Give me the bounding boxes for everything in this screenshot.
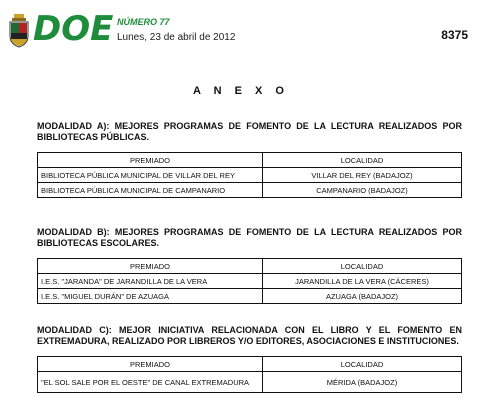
section-heading: MODALIDAD B): MEJORES PROGRAMAS DE FOMENTO DE LA LECTURA REALIZADOS POR BIBLIOTECAS ESCOLARES. (37, 227, 462, 248)
table-header-row (38, 153, 462, 168)
winner-cell: BIBLIOTECA PÚBLICA MUNICIPAL DE CAMPANARIO (38, 183, 263, 198)
winner-cell: I.E.S. "MIGUEL DURÁN" DE AZUAGA (38, 289, 263, 304)
issue-number: NÚMERO 77 (117, 17, 170, 27)
section-modalidad-b (37, 227, 462, 304)
winner-cell: BIBLIOTECA PÚBLICA MUNICIPAL DE VILLAR DEL REY (38, 168, 263, 183)
awards-table (37, 258, 462, 304)
location-cell: MÉRIDA (BADAJOZ) (263, 372, 462, 393)
table-row (38, 168, 462, 183)
annex-title: A N E X O (193, 85, 289, 97)
table-header-row (38, 357, 462, 372)
page-number: 8375 (441, 28, 468, 42)
coat-of-arms-icon (8, 14, 30, 48)
section-modalidad-c (37, 325, 462, 393)
table-row (38, 289, 462, 304)
column-header-winner: PREMIADO (38, 153, 263, 168)
column-header-winner: PREMIADO (38, 357, 263, 372)
section-heading: MODALIDAD A): MEJORES PROGRAMAS DE FOMENTO DE LA LECTURA REALIZADOS POR BIBLIOTECAS PÚBLICAS. (37, 121, 462, 142)
winner-cell: I.E.S. "JARANDA" DE JARANDILLA DE LA VERA (38, 274, 263, 289)
column-header-location: LOCALIDAD (263, 153, 462, 168)
column-header-winner: PREMIADO (38, 259, 263, 274)
table-row (38, 183, 462, 198)
column-header-location: LOCALIDAD (263, 259, 462, 274)
doe-logo: DOE (33, 9, 114, 49)
issue-date: Lunes, 23 de abril de 2012 (117, 32, 236, 43)
location-cell: JARANDILLA DE LA VERA (CÁCERES) (263, 274, 462, 289)
location-cell: VILLAR DEL REY (BADAJOZ) (263, 168, 462, 183)
table-row (38, 274, 462, 289)
column-header-location: LOCALIDAD (263, 357, 462, 372)
document-header (0, 0, 482, 60)
awards-table (37, 356, 462, 393)
winner-cell: "EL SOL SALE POR EL OESTE" DE CANAL EXTREMADURA (38, 372, 263, 393)
section-heading: MODALIDAD C): MEJOR INICIATIVA RELACIONADA CON EL LIBRO Y EL FOMENTO EN EXTREMADURA, REALIZADO POR LIBREROS Y/O EDITORES, ASOCIACIONES E INSTITUCIONES. (37, 325, 462, 346)
location-cell: CAMPANARIO (BADAJOZ) (263, 183, 462, 198)
table-row (38, 372, 462, 393)
location-cell: AZUAGA (BADAJOZ) (263, 289, 462, 304)
section-modalidad-a (37, 121, 462, 198)
awards-table (37, 152, 462, 198)
table-header-row (38, 259, 462, 274)
